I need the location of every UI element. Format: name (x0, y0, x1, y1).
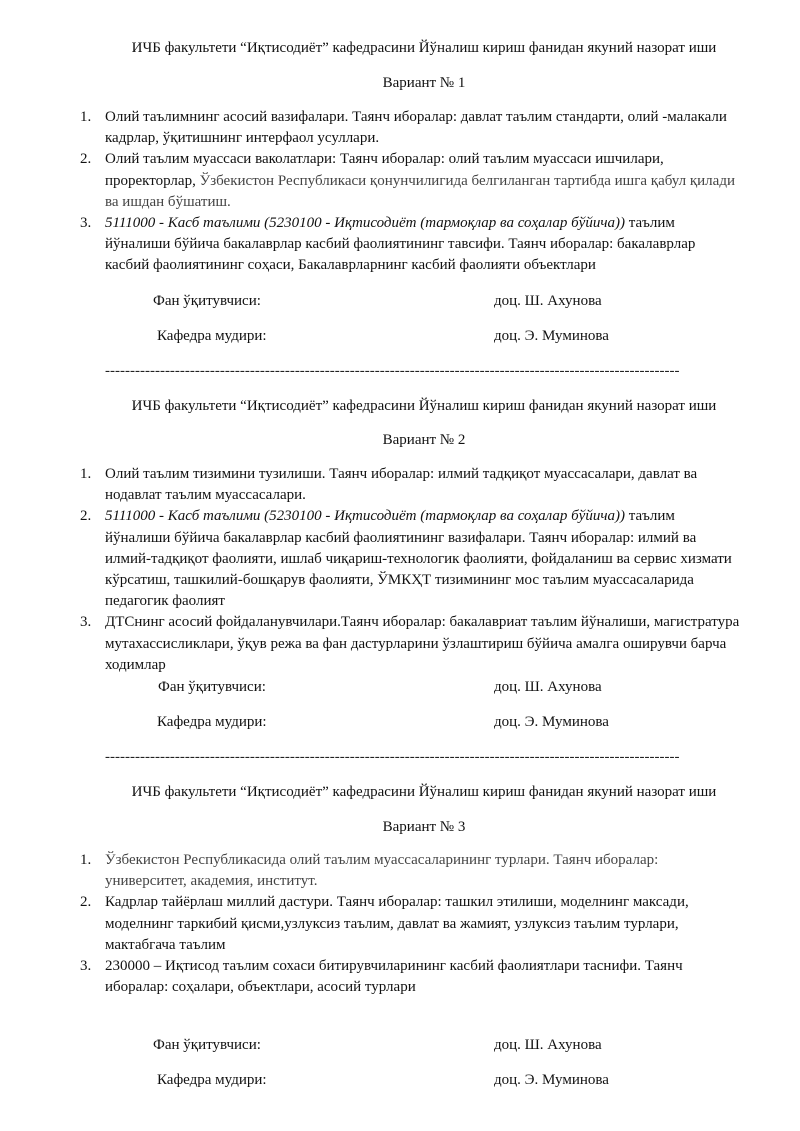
block-1-head-label: Кафедра мудири: (157, 328, 267, 344)
question-item (80, 213, 740, 277)
question-number: 1. (80, 109, 92, 125)
question-number: 2. (80, 508, 92, 525)
question-text: Ўзбекистон Республикаси қонунчилигида белгиланган тартибда ишга қабул қилади ва ишдан бўшатиш. (105, 172, 735, 210)
question-text: Ўзбекистон Республикасида олий таълим муассасаларининг турлари. Таянч иборалар: университет, академия, институт. (105, 852, 659, 890)
question-text: таълим йўналиши бўйича бакалаврлар касбий фаолиятининг вазифалари. Таянч иборалар: илмий ва илмий-тадқиқот фаолияти, ишлаб чиқариш-технологик фаолияти, фойдаланиш ва сервис хизмати кўрсатиш, ташкилий-бошқарув фаолияти, ЎМКҲТ тизимининг мос таълим муассасаларида педагогик фаолият (105, 508, 732, 610)
block-1-variant: Вариант № 1 (382, 75, 466, 91)
block-3-teacher-name: доц. Ш. Ахунова (494, 1037, 602, 1053)
question-item (80, 850, 740, 892)
question-text: 5111000 - Касб таълими (5230100 - Иқтисодиёт (тармоқлар ва соҳалар бўйича)) (105, 508, 625, 525)
question-number: 3. (80, 215, 92, 232)
question-item (80, 464, 740, 506)
block-3-variant: Вариант № 3 (382, 819, 466, 835)
block-2-teacher-name: доц. Ш. Ахунова (494, 679, 602, 695)
question-text: Олий таълимнинг асосий вазифалари. Таянч иборалар: давлат таълим стандарти, олий -малакали кадрлар, ўқитишнинг интерфаол усуллари. (105, 109, 727, 147)
question-text: 230000 – Иқтисод таълим сохаси битирувчиларининг касбий фаолиятлари таснифи. Таянч иборалар: соҳалари, объектлари, асосий турлари (105, 958, 683, 996)
question-text: таълим йўналиши бўйича бакалаврлар касбий фаолиятининг тавсифи. Таянч иборалар: бакалаврлар касбий фаолиятининг соҳаси, Бакалаврларнинг касбий фаолияти объектлари (105, 215, 696, 274)
question-item (80, 892, 740, 956)
block-2-head-name: доц. Э. Муминова (494, 714, 609, 730)
question-text: 5111000 - Касб таълими (5230100 - Иқтисодиёт (тармоқлар ва соҳалар бўйича)) (105, 215, 625, 232)
block-2-head-label: Кафедра мудири: (157, 714, 267, 730)
question-item (80, 612, 740, 676)
block-2-variant: Вариант № 2 (382, 432, 466, 448)
question-text: Олий таълим муассаси ваколатлари: Таянч иборалар: олий таълим муассаси ишчилари, проректорлар, (105, 151, 664, 189)
question-number: 3. (80, 958, 92, 975)
question-number: 1. (80, 466, 92, 482)
block-2-teacher-label: Фан ўқитувчиси: (158, 679, 266, 695)
block-3-title: ИЧБ факультети “Иқтисодиёт” кафедрасини Йўналиш кириш фанидан якуний назорат иши (131, 784, 717, 800)
block-1-head-name: доц. Э. Муминова (494, 328, 609, 344)
question-item (80, 506, 740, 612)
block-2-question-list (80, 464, 740, 676)
block-3-head-label: Кафедра мудири: (157, 1072, 267, 1088)
separator-1: ------------------------------------------------------------------------------------------------------------------- (105, 365, 680, 377)
block-3-head-name: доц. Э. Муминова (494, 1072, 609, 1088)
question-number: 2. (80, 894, 92, 911)
question-text: Кадрлар тайёрлаш миллий дастури. Таянч иборалар: ташкил этилиши, моделнинг максади, моделнинг таркибий қисми,узлуксиз таълим, давлат ва жамият, узлуксиз таълим турлари, мактабгача таълим (105, 894, 689, 953)
question-item (80, 956, 740, 998)
block-3-teacher-label: Фан ўқитувчиси: (153, 1037, 261, 1053)
separator-2: ------------------------------------------------------------------------------------------------------------------- (105, 751, 680, 763)
question-item (80, 107, 740, 149)
block-2-title: ИЧБ факультети “Иқтисодиёт” кафедрасини Йўналиш кириш фанидан якуний назорат иши (131, 398, 717, 414)
block-1-teacher-name: доц. Ш. Ахунова (494, 293, 602, 309)
question-item (80, 149, 740, 213)
question-number: 3. (80, 614, 92, 631)
block-3-question-list (80, 850, 740, 998)
block-1-question-list (80, 107, 740, 277)
block-1-teacher-label: Фан ўқитувчиси: (153, 293, 261, 309)
question-text: Олий таълим тизимини тузилиши. Таянч иборалар: илмий тадқиқот муассасалари, давлат ва нодавлат таълим муассасалари. (105, 466, 698, 504)
question-text: ДТСнинг асосий фойдаланувчилари.Таянч иборалар: бакалавриат таълим йўналиши, магистратура мутахассисликлари, ўқув режа ва фан дастурларини ўзлаштириш бўйича амалга оширувчи барча ходимлар (105, 614, 740, 673)
question-number: 1. (80, 852, 92, 868)
block-1-title: ИЧБ факультети “Иқтисодиёт” кафедрасини Йўналиш кириш фанидан якуний назорат иши (131, 40, 717, 56)
question-number: 2. (80, 151, 92, 168)
